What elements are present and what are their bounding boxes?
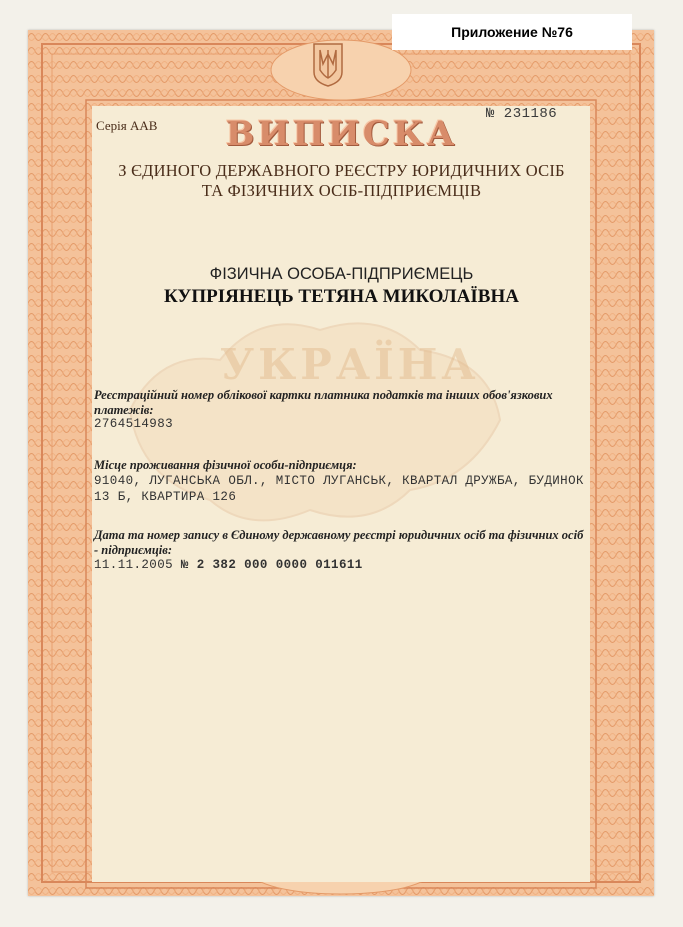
document-number: № 231186	[486, 106, 558, 122]
series-label: Серія ААВ	[96, 118, 158, 133]
document-title: ВИПИСКА	[225, 114, 458, 154]
trident-emblem-icon	[312, 42, 344, 88]
entity-type: ФІЗИЧНА ОСОБА-ПІДПРИЄМЕЦЬ	[209, 265, 474, 283]
tax-id-label: Реєстраційний номер облікової картки платника податків та інших обов'язкових платежів:	[94, 388, 553, 417]
record-date: 11.11.2005	[94, 558, 174, 572]
annex-label: Приложение №76	[392, 14, 632, 50]
entity-name: КУПРІЯНЕЦЬ ТЕТЯНА МИКОЛАЇВНА	[164, 286, 519, 307]
record-number: № 2 382 000 0000 011611	[180, 558, 363, 572]
record-label: Дата та номер запису в Єдиному державному реєстрі юридичних осіб та фізичних осіб - підприємців:	[94, 528, 584, 557]
record-value	[94, 557, 589, 573]
watermark-text: УКРАЇНА	[220, 340, 480, 389]
subtitle-line-1: З ЄДИНОГО ДЕРЖАВНОГО РЕЄСТРУ ЮРИДИЧНИХ ОСІБ	[118, 161, 565, 180]
residence-label: Місце проживання фізичної особи-підприємця:	[94, 458, 357, 472]
subtitle-line-2: ТА ФІЗИЧНИХ ОСІБ-ПІДПРИЄМЦІВ	[201, 181, 482, 200]
residence-value: 91040, ЛУГАНСЬКА ОБЛ., МІСТО ЛУГАНСЬК, КВАРТАЛ ДРУЖБА, БУДИНОК 13 Б, КВАРТИРА 126	[94, 474, 584, 504]
tax-id-value: 2764514983	[94, 417, 174, 431]
